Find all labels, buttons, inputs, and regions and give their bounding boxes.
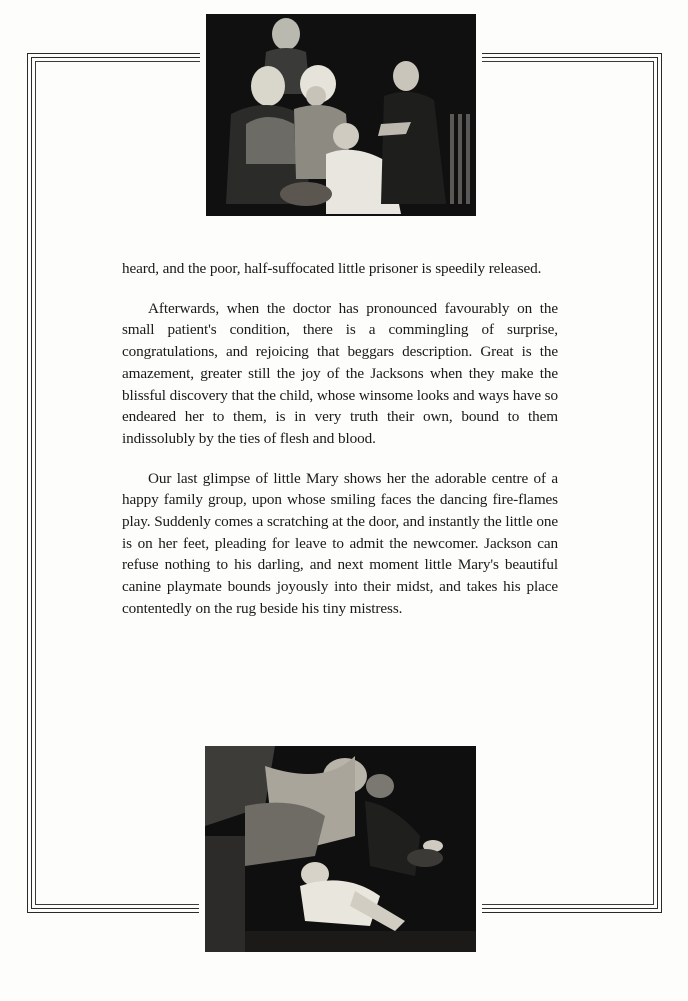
paragraph-2: Afterwards, when the doctor has pronounced favourably on the small patient's condition, there is a commingling of surprise, congratulations, and rejoicing that beggars description. Great is the amazement, greater still the joy of the Jacksons when they make the blissful discovery that the child, whose winsome looks and ways have so endeared her to them, is in very truth their own, bound to them indissolubly by the ties of flesh and blood. <box>122 299 558 447</box>
body-text <box>122 258 558 638</box>
bottom-photograph <box>205 746 476 952</box>
paragraph-1: heard, and the poor, half-suffocated little prisoner is speedily released. <box>122 260 542 277</box>
paragraph-3: Our last glimpse of little Mary shows her the adorable centre of a happy family group, upon whose smiling faces the dancing fire-flames play. Suddenly comes a scratching at the door, and instantly the little one is on her feet, pleading for leave to admit the newcomer. Jackson can refuse nothing to his darling, and next moment little Mary's beautiful canine playmate bounds joyously into their midst, and takes his place contentedly on the rug beside his tiny mistress. <box>122 469 558 617</box>
top-photograph <box>206 14 476 216</box>
